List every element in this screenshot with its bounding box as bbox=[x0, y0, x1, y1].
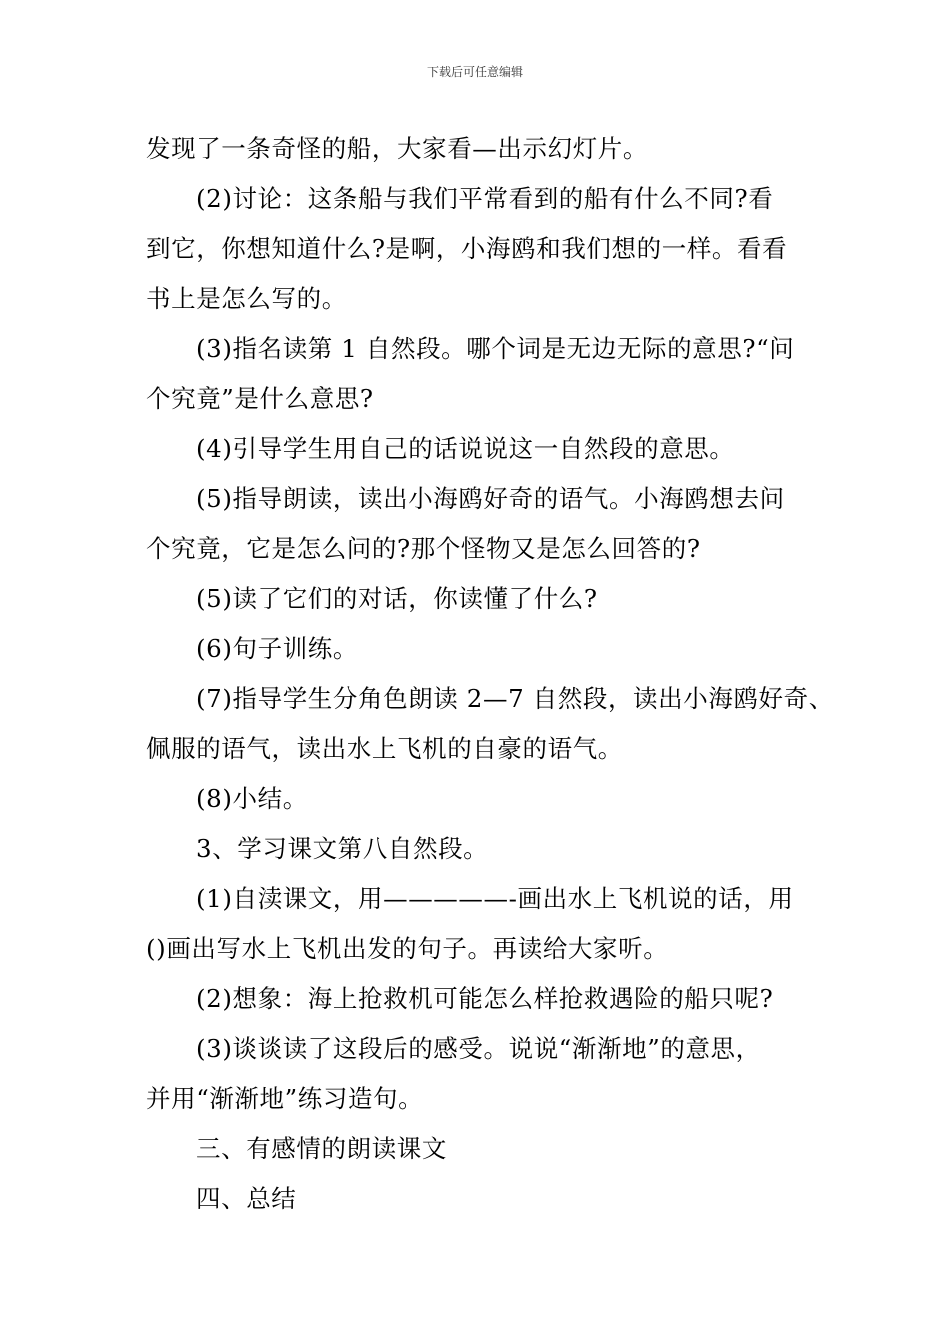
section-heading: 四、总结 bbox=[196, 1184, 297, 1213]
text-line: (2)想象：海上抢救机可能怎么样抢救遇险的船只呢? bbox=[196, 984, 774, 1013]
text-line: (6)句子训练。 bbox=[196, 634, 359, 663]
section-heading: 三、有感情的朗读课文 bbox=[196, 1134, 447, 1163]
document-body bbox=[146, 124, 836, 1224]
text-line: 并用“渐渐地”练习造句。 bbox=[146, 1084, 424, 1113]
text-line: (2)讨论：这条船与我们平常看到的船有什么不同?看 bbox=[196, 184, 774, 213]
text-line: 个究竟，它是怎么问的?那个怪物又是怎么回答的? bbox=[146, 534, 701, 563]
text-line: (3)指名读第 1 自然段。哪个词是无边无际的意思?“问 bbox=[196, 334, 795, 363]
page-header: 下载后可任意编辑 bbox=[426, 65, 523, 79]
text-line: 佩服的语气，读出水上飞机的自豪的语气。 bbox=[146, 734, 623, 763]
text-line: ()画出写水上飞机出发的句子。再读给大家听。 bbox=[146, 934, 669, 963]
text-line: (1)自渎课文，用—————-画出水上飞机说的话，用 bbox=[196, 884, 794, 913]
text-line: 书上是怎么写的。 bbox=[146, 284, 347, 313]
text-line: (5)指导朗读，读出小海鸥好奇的语气。小海鸥想去问 bbox=[196, 484, 785, 513]
text-line: (7)指导学生分角色朗读 2—7 自然段，读出小海鸥好奇、 bbox=[196, 684, 834, 713]
text-line: (4)引导学生用自己的话说说这一自然段的意思。 bbox=[196, 434, 735, 463]
text-line: 个究竟”是什么意思? bbox=[146, 384, 374, 413]
text-line: 到它，你想知道什么?是啊，小海鸥和我们想的一样。看看 bbox=[146, 234, 788, 263]
text-line: (8)小结。 bbox=[196, 784, 308, 813]
text-line: (3)谈谈读了这段后的感受。说说“渐渐地”的意思， bbox=[196, 1034, 761, 1063]
section-heading: 3、学习课文第八自然段。 bbox=[196, 834, 489, 863]
text-line: 发现了一条奇怪的船，大家看—出示幻灯片。 bbox=[146, 134, 648, 163]
text-line: (5)读了它们的对话，你读懂了什么? bbox=[196, 584, 598, 613]
